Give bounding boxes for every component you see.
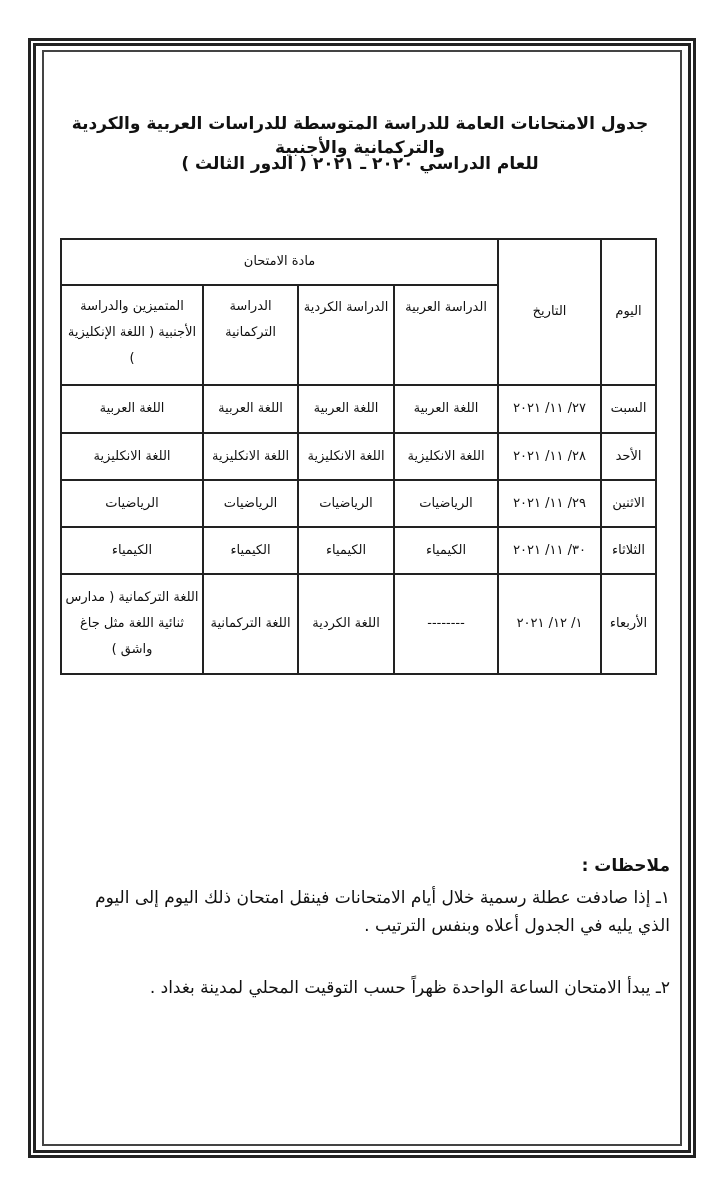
cell-kurdish: الرياضيات [298,480,394,527]
cell-arabic: اللغة الانكليزية [394,433,498,480]
document-subtitle: للعام الدراسي ٢٠٢٠ ـ ٢٠٢١ ( الدور الثالث ) [181,154,539,174]
header-distinguished: المتميزين والدراسة الأجنبية ( اللغة الإنكليزية ) [61,285,203,385]
cell-distinguished: الكيمياء [61,527,203,574]
table-row [61,480,656,527]
cell-distinguished: اللغة الانكليزية [61,433,203,480]
cell-turkmen: اللغة العربية [203,385,298,433]
cell-date: ٢٧/ ١١/ ٢٠٢١ [498,385,601,433]
note-item: ١ـ إذا صادفت عطلة رسمية خلال أيام الامتحانات فينقل امتحان ذلك اليوم إلى اليوم الذي يليه في الجدول أعلاه وبنفس الترتيب . [95,888,670,936]
cell-distinguished: اللغة التركمانية ( مدارس ثنائية اللغة مثل جاغ واشق ) [61,574,203,674]
cell-date: ١/ ١٢/ ٢٠٢١ [498,574,601,674]
cell-kurdish: الكيمياء [298,527,394,574]
cell-kurdish: اللغة العربية [298,385,394,433]
cell-turkmen: اللغة التركمانية [203,574,298,674]
header-date: التاريخ [498,239,601,385]
cell-turkmen: الرياضيات [203,480,298,527]
cell-arabic: -------- [394,574,498,674]
cell-distinguished: اللغة العربية [61,385,203,433]
cell-date: ٢٨/ ١١/ ٢٠٢١ [498,433,601,480]
cell-day: الاثنين [601,480,656,527]
cell-day: الأحد [601,433,656,480]
table-row [61,527,656,574]
document-title: جدول الامتحانات العامة للدراسة المتوسطة للدراسات العربية والكردية والتركمانية والأجنبية [71,114,649,158]
table-row [61,433,656,480]
header-subject-group: مادة الامتحان [61,239,498,285]
table-row [61,385,656,433]
header-arabic: الدراسة العربية [394,285,498,385]
cell-turkmen: اللغة الانكليزية [203,433,298,480]
exam-schedule-table [60,238,657,675]
cell-day: الأربعاء [601,574,656,674]
cell-turkmen: الكيمياء [203,527,298,574]
header-day: اليوم [601,239,656,385]
cell-distinguished: الرياضيات [61,480,203,527]
cell-kurdish: اللغة الكردية [298,574,394,674]
table-row [61,574,656,674]
cell-arabic: الرياضيات [394,480,498,527]
cell-day: السبت [601,385,656,433]
cell-day: الثلاثاء [601,527,656,574]
cell-kurdish: اللغة الانكليزية [298,433,394,480]
note-item: ٢ـ يبدأ الامتحان الساعة الواحدة ظهراً حسب التوقيت المحلي لمدينة بغداد . [149,978,670,998]
header-kurdish: الدراسة الكردية [298,285,394,385]
cell-arabic: اللغة العربية [394,385,498,433]
header-turkmen: الدراسة التركمانية [203,285,298,385]
table-header-row [61,239,656,285]
cell-date: ٢٩/ ١١/ ٢٠٢١ [498,480,601,527]
cell-arabic: الكيمياء [394,527,498,574]
cell-date: ٣٠/ ١١/ ٢٠٢١ [498,527,601,574]
notes-title: ملاحظات : [581,856,670,876]
